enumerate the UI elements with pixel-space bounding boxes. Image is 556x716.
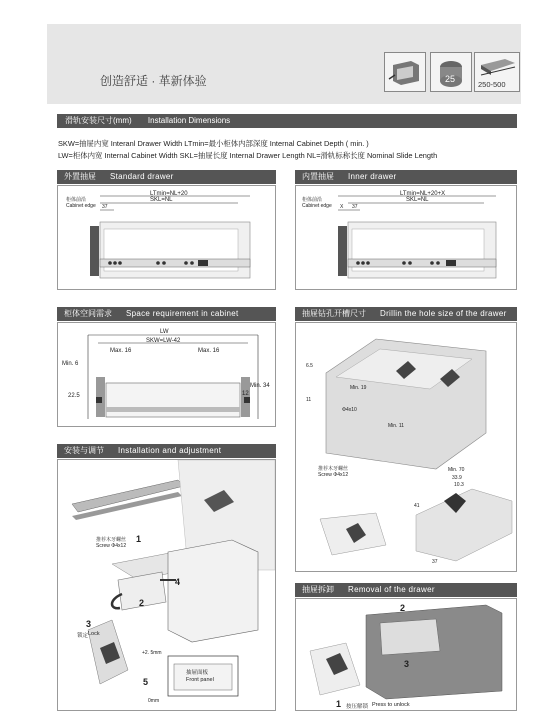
outer-drawer-diagram: LTmin=NL+20 SKL=NL 柜体前沿 Cabinet edge 37 [57, 185, 276, 290]
installation-bar: 安装与调节 Installation and adjustment [57, 444, 276, 458]
legend-line-2: LW=柜体内宽 Internal Cabinet Width SKL=抽屉长度 Internal Drawer Length NL=滑轨标称长度 Nominal Slide Length [58, 151, 438, 160]
inner-drawer-diagram: LTmin=NL+20+X SKL=NL 柜体前沿 Cabinet edge X 37 [295, 185, 517, 290]
drill-hole-bar: 抽屉钻孔开槽尺寸 Drillin the hole size of the drawer [295, 307, 517, 321]
space-requirement-bar: 柜体空间需求 Space requirement in cabinet [57, 307, 276, 321]
installation-dimensions-bar: 滑轨安装尺寸(mm) Installation Dimensions [57, 114, 517, 128]
removal-diagram: 2 3 1 按压解锁 Press to unlock [295, 598, 517, 711]
outer-drawer-bar: 外置抽屉 Standard drawer [57, 170, 276, 184]
slogan: 创造舒适 · 革新体验 [100, 74, 207, 88]
slide-length-icon: 250-500 [474, 52, 520, 92]
legend-line-1: SKW=抽屉内宽 Interanl Drawer Width LTmin=最小柜体内部深度 Internal Cabinet Depth ( min. ) [58, 139, 369, 148]
removal-bar: 抽屉拆卸 Removal of the drawer [295, 583, 517, 597]
inner-drawer-bar: 内置抽屉 Inner drawer [295, 170, 517, 184]
drill-hole-diagram: 6.5 Min. 19 11 Φ4x10 Min. 11 推荐木牙螺丝 Screw Φ4x12 Min. 70 33.9 10.3 41 37 [295, 322, 517, 572]
cabinet-drawer-icon [384, 52, 426, 92]
space-requirement-diagram: LW SKW=LW-42 Max. 16 Max. 16 Min. 6 Min. 34 22.5 12 [57, 322, 276, 427]
installation-diagram: 推荐木牙螺丝 Screw Φ4x12 1 2 3 4 5 锁定 Lock +2. 5mm 0mm 抽屉面板 Front panel [57, 459, 276, 711]
load-capacity-icon: 25 [430, 52, 472, 92]
